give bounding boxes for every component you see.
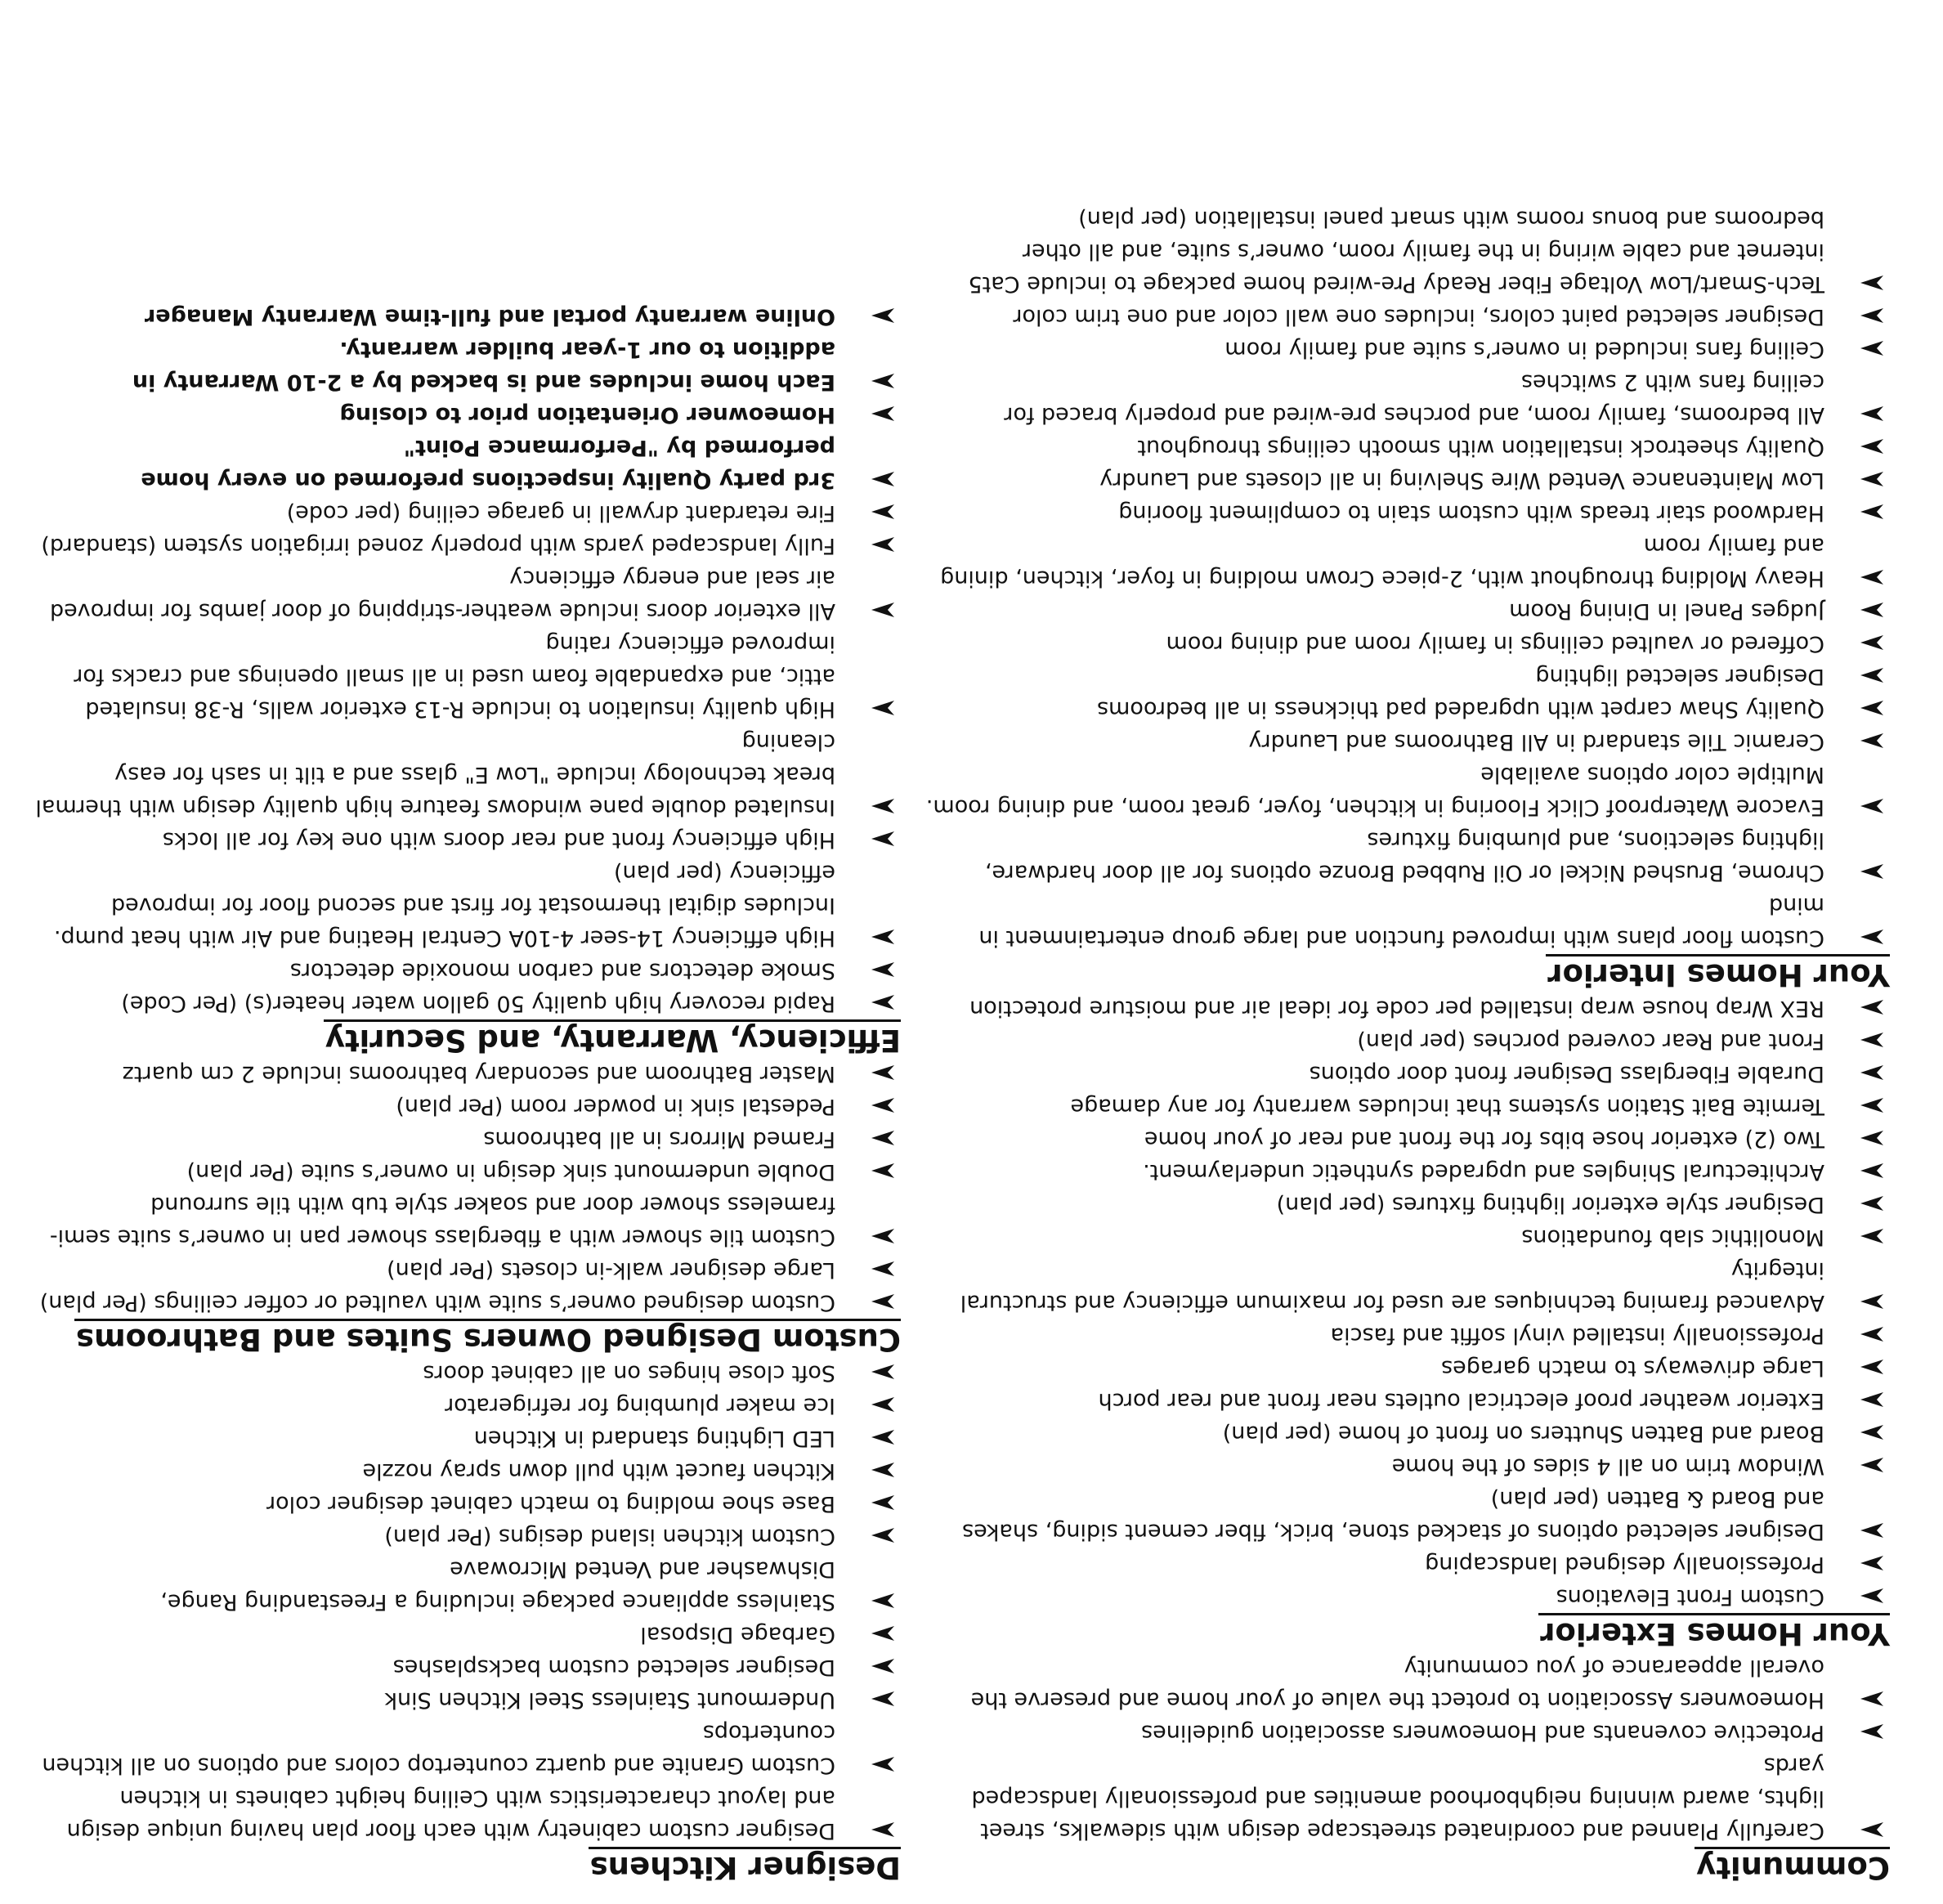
item-text: Professionally installed vinyl soffit and fascia xyxy=(1330,1323,1824,1348)
item-text: Custom Granite and quartz countertop colors and options on all kitchen countertops xyxy=(42,1720,835,1778)
arrow-bullet-icon xyxy=(871,1163,894,1178)
section-title: Custom Designed Owners Suites and Bathrooms xyxy=(74,1319,901,1356)
list-item xyxy=(34,1520,901,1552)
arrow-bullet-icon xyxy=(871,701,894,715)
list-item xyxy=(34,300,901,333)
item-text: High quality insulation to include R-13 exterior walls, R-38 insulated attic, and expandable foam used in all small openings and cracks for improved efficiency rating xyxy=(74,631,835,722)
arrow-bullet-icon xyxy=(1860,1822,1883,1837)
arrow-bullet-icon xyxy=(871,1593,894,1608)
list-item xyxy=(34,1253,901,1286)
right-column xyxy=(34,300,901,1884)
section-interior xyxy=(925,202,1890,992)
list-item xyxy=(925,1716,1890,1749)
arrow-bullet-icon xyxy=(871,603,894,617)
arrow-bullet-icon xyxy=(1860,1294,1883,1309)
item-text: Designer selected paint colors, includes one wall color and one trim color xyxy=(1013,304,1824,329)
arrow-bullet-icon xyxy=(871,1757,894,1772)
arrow-bullet-icon xyxy=(1860,1033,1883,1047)
section-efficiency xyxy=(34,300,901,1057)
arrow-bullet-icon xyxy=(871,1364,894,1379)
section-owners-suites xyxy=(34,1057,901,1356)
item-text: Designer selected custom backsplashes xyxy=(392,1655,835,1680)
list-item xyxy=(925,1057,1890,1090)
item-text: Advanced framing techniques are used for maximum efficiency and structural integrity xyxy=(960,1257,1824,1315)
list-item xyxy=(34,1122,901,1155)
item-text: Fully landscaped yards with properly zoned irrigation system (standard) xyxy=(41,533,835,558)
item-text: Fire retardant drywall in garage ceiling (per code) xyxy=(286,500,835,526)
left-column xyxy=(925,202,1890,1884)
list-item xyxy=(34,1286,901,1319)
item-text: Tech-Smart/Low Voltage Fiber Ready Pre-wired home package to include Cat5 internet and cable wiring in the family room, owner’s suite, and all other bedrooms and bonus rooms with smart panel installation (per plan) xyxy=(968,206,1824,297)
list-item xyxy=(925,202,1890,300)
list-item xyxy=(34,954,901,987)
item-text: Stainless appliance package including a Freestanding Range, Dishwasher and Vented Microwave xyxy=(160,1557,835,1615)
list-item xyxy=(34,562,901,627)
bullet-list xyxy=(34,300,901,1019)
item-text: Two (2) exterior hose bibs for the front and rear of your home xyxy=(1144,1127,1824,1152)
item-text: High efficiency 14-seer 4-10A Central Heating and Air with heat pump. Includes digital thermostat for first and second floor for improved efficiency (per plan) xyxy=(53,860,835,951)
item-text: Custom tile shower with a fiberglass shower pan in owner’s suite semi-frameless shower door and soaker style tub with tile surround xyxy=(49,1192,835,1250)
arrow-bullet-icon xyxy=(1860,1163,1883,1178)
list-item xyxy=(34,1389,901,1422)
list-item xyxy=(34,725,901,823)
item-text: Homeowners Association to protect the value of your home and preserve the overall appearance of you community xyxy=(970,1655,1824,1713)
list-item xyxy=(34,496,901,529)
list-item xyxy=(34,627,901,725)
list-item xyxy=(925,1188,1890,1221)
arrow-bullet-icon xyxy=(1860,603,1883,617)
item-text: All bedrooms, family room, and porches pre-wired and properly braced for ceiling fans with 2 switches xyxy=(1004,370,1824,428)
list-item xyxy=(34,1716,901,1781)
item-text: Insulated double pane windows feature high quality design with thermal break technology include "Low E" glass and a tilt in sash for easy cleaning xyxy=(35,729,835,820)
list-item xyxy=(34,823,901,856)
item-text: Evacore Waterproof Click Flooring in kitchen, foyer, great room, and dining room. Multiple color options available xyxy=(925,762,1824,820)
arrow-bullet-icon xyxy=(1860,341,1883,356)
item-text: Chrome, Brushed Nickel or Oil Rubbed Bronze options for all door hardware, lighting selections, and plumbing fixtures xyxy=(984,827,1824,885)
list-item xyxy=(925,889,1890,954)
arrow-bullet-icon xyxy=(871,962,894,977)
item-text: Exterior weather proof electrical outlets near front and rear porch xyxy=(1098,1388,1824,1413)
list-item xyxy=(34,398,901,431)
list-item xyxy=(925,300,1890,333)
item-text: Ceiling fans included in owner’s suite and family room xyxy=(1224,337,1824,362)
item-text: Carefully Planned and coordinated streetscape design with sidewalks, street lights, award winning neighborhood amenities and professionally landscaped yards xyxy=(971,1753,1824,1844)
list-item xyxy=(34,987,901,1019)
item-text: Quality sheetrock installation with smooth ceilings throughout xyxy=(1137,435,1824,460)
item-text: Large designer walk-in closets (Per plan) xyxy=(387,1257,835,1283)
arrow-bullet-icon xyxy=(871,472,894,486)
item-text: Framed Mirrors in all bathrooms xyxy=(483,1127,835,1152)
arrow-bullet-icon xyxy=(1860,1691,1883,1706)
list-item xyxy=(925,431,1890,464)
arrow-bullet-icon xyxy=(871,1065,894,1080)
item-text: REX Wrap house wrap installed per code for ideal air and moisture protection xyxy=(969,996,1824,1021)
arrow-bullet-icon xyxy=(871,1131,894,1145)
item-text: Each home includes and is backed by a 2-10 Warranty in addition to our 1-year builder warranty. xyxy=(132,337,835,395)
list-item xyxy=(925,992,1890,1024)
arrow-bullet-icon xyxy=(871,1294,894,1309)
list-item xyxy=(34,856,901,954)
item-text: Designer custom cabinetry with each floor plan having unique design and layout characteristics with Ceiling height cabinets in kitchen xyxy=(66,1785,835,1844)
item-text: Custom designed owner’s suite with vaulted or coffer ceilings (Per plan) xyxy=(39,1290,835,1315)
arrow-bullet-icon xyxy=(1860,668,1883,683)
arrow-bullet-icon xyxy=(1860,504,1883,519)
arrow-bullet-icon xyxy=(1860,1523,1883,1538)
item-text: Architectural Shingles and upgraded synthetic underlayment. xyxy=(1143,1159,1824,1185)
list-item xyxy=(34,1454,901,1487)
item-text: Ceramic Tile standard in All Bathrooms and Laundry xyxy=(1248,729,1824,755)
section-title: Community xyxy=(1695,1847,1890,1884)
bullet-list xyxy=(34,1057,901,1319)
item-text: Ice maker plumbing for refrigerator xyxy=(445,1393,835,1418)
list-item xyxy=(925,627,1890,660)
arrow-bullet-icon xyxy=(1860,1098,1883,1113)
list-item xyxy=(34,1487,901,1520)
section-title: Your Homes Interior xyxy=(1546,954,1890,992)
item-text: Durable Fiberglass Designer front door options xyxy=(1309,1061,1824,1086)
list-item xyxy=(925,1749,1890,1847)
list-item xyxy=(925,333,1890,365)
list-item xyxy=(925,1122,1890,1155)
arrow-bullet-icon xyxy=(871,1626,894,1641)
bullet-list xyxy=(34,1356,901,1847)
arrow-bullet-icon xyxy=(1860,570,1883,585)
item-text: Designer style exterior lighting fixtures (per plan) xyxy=(1276,1192,1824,1217)
list-item xyxy=(925,725,1890,758)
item-text: Master Bathroom and secondary bathrooms include 2 cm quartz xyxy=(122,1061,835,1086)
item-text: 3rd party Quality inspections preformed on every home performed by "Performance Point" xyxy=(141,435,835,493)
arrow-bullet-icon xyxy=(1860,635,1883,650)
arrow-bullet-icon xyxy=(1860,1392,1883,1407)
item-text: Judges Panel in Dining Room xyxy=(1509,598,1824,624)
list-item xyxy=(925,692,1890,725)
item-text: Undermount Stainless Steel Kitchen Sink xyxy=(384,1687,835,1713)
item-text: Base shoe molding to match cabinet designer color xyxy=(266,1491,835,1516)
list-item xyxy=(34,1618,901,1651)
arrow-bullet-icon xyxy=(871,1463,894,1477)
list-item xyxy=(925,365,1890,431)
list-item xyxy=(925,594,1890,627)
item-text: Designer selected lighting xyxy=(1535,664,1824,689)
list-item xyxy=(925,1090,1890,1122)
list-item xyxy=(925,1417,1890,1449)
list-item xyxy=(34,1057,901,1090)
arrow-bullet-icon xyxy=(1860,1458,1883,1472)
list-item xyxy=(925,660,1890,692)
section-title: Efficiency, Warranty, and Security xyxy=(324,1019,901,1057)
item-text: Kitchen faucet with pull down spray nozzle xyxy=(362,1458,835,1484)
arrow-bullet-icon xyxy=(871,1397,894,1412)
arrow-bullet-icon xyxy=(871,406,894,421)
list-item xyxy=(925,1024,1890,1057)
arrow-bullet-icon xyxy=(1860,308,1883,323)
list-item xyxy=(925,464,1890,496)
arrow-bullet-icon xyxy=(1860,1425,1883,1440)
list-item xyxy=(925,1449,1890,1482)
list-item xyxy=(34,333,901,398)
arrow-bullet-icon xyxy=(1860,864,1883,879)
arrow-bullet-icon xyxy=(871,1691,894,1706)
item-text: Smoke detectors and carbon monoxide detectors xyxy=(289,958,835,983)
item-text: Garbage Disposal xyxy=(640,1622,835,1647)
arrow-bullet-icon xyxy=(871,831,894,846)
item-text: Homeowner Orientation prior to closing xyxy=(339,402,835,428)
list-item xyxy=(34,1422,901,1454)
list-item xyxy=(925,1580,1890,1613)
list-item xyxy=(34,1155,901,1188)
arrow-bullet-icon xyxy=(1860,1229,1883,1243)
item-text: Online warranty portal and full-time Warranty Manager xyxy=(144,304,835,329)
arrow-bullet-icon xyxy=(1860,1360,1883,1374)
item-text: Pedestal sink in powder room (Per plan) xyxy=(396,1094,835,1119)
arrow-bullet-icon xyxy=(871,1495,894,1510)
bullet-list xyxy=(925,992,1890,1613)
list-item xyxy=(34,529,901,562)
item-text: Termite Bait Station systems that includes warranty for any damage xyxy=(1070,1094,1824,1119)
item-text: Coffered or vaulted ceilings in family room and dining room xyxy=(1166,631,1824,656)
section-title: Designer Kitchens xyxy=(589,1847,901,1884)
list-item xyxy=(925,1155,1890,1188)
item-text: Monolithic slab foundations xyxy=(1521,1225,1824,1250)
arrow-bullet-icon xyxy=(871,930,894,944)
list-item xyxy=(925,823,1890,889)
item-text: Hardwood stair treads with custom stain to compliment flooring xyxy=(1118,500,1824,526)
item-text: Rapid recovery high quality 50 gallon water heater(s) (Per Code) xyxy=(121,991,835,1016)
arrow-bullet-icon xyxy=(871,504,894,519)
arrow-bullet-icon xyxy=(1860,930,1883,944)
arrow-bullet-icon xyxy=(1860,439,1883,454)
section-community xyxy=(925,1651,1890,1884)
arrow-bullet-icon xyxy=(1860,1556,1883,1570)
bullet-list xyxy=(925,1651,1890,1847)
arrow-bullet-icon xyxy=(1860,1724,1883,1739)
list-item xyxy=(925,1221,1890,1253)
arrow-bullet-icon xyxy=(871,1430,894,1445)
list-item xyxy=(34,1781,901,1847)
arrow-bullet-icon xyxy=(871,374,894,388)
list-item xyxy=(925,1319,1890,1351)
list-item xyxy=(925,1548,1890,1580)
item-text: Window trim on all 4 sides of the home xyxy=(1391,1454,1824,1479)
list-item xyxy=(925,1651,1890,1716)
item-text: Protective covenants and Homeowners association guidelines xyxy=(1141,1720,1824,1745)
list-item xyxy=(34,1552,901,1618)
item-text: Custom Front Elevations xyxy=(1556,1584,1824,1610)
item-text: Professionally designed landscaping xyxy=(1425,1552,1824,1577)
list-item xyxy=(925,1253,1890,1319)
list-item xyxy=(925,1482,1890,1548)
item-text: Quality Shaw carpet with upgraded pad thickness in all bedrooms xyxy=(1097,697,1824,722)
item-text: Board and Batten Shutters on front of home (per plan) xyxy=(1222,1421,1824,1446)
item-text: Custom kitchen island designs (Per plan) xyxy=(384,1524,835,1549)
list-item xyxy=(34,1188,901,1253)
list-item xyxy=(925,529,1890,594)
arrow-bullet-icon xyxy=(1860,276,1883,290)
item-text: LED Lighting standard in Kitchen xyxy=(473,1426,835,1451)
section-kitchens xyxy=(34,1356,901,1884)
arrow-bullet-icon xyxy=(871,1229,894,1243)
arrow-bullet-icon xyxy=(1860,1327,1883,1342)
arrow-bullet-icon xyxy=(1860,1588,1883,1603)
list-item xyxy=(925,496,1890,529)
arrow-bullet-icon xyxy=(1860,1131,1883,1145)
item-text: Low Maintenance Vented Wire Shelving in all closets and Laundry xyxy=(1099,468,1824,493)
section-exterior xyxy=(925,992,1890,1651)
arrow-bullet-icon xyxy=(1860,1065,1883,1080)
arrow-bullet-icon xyxy=(871,1528,894,1543)
arrow-bullet-icon xyxy=(1860,733,1883,748)
arrow-bullet-icon xyxy=(871,1659,894,1673)
arrow-bullet-icon xyxy=(871,1261,894,1276)
item-text: Large driveways to match garages xyxy=(1441,1355,1824,1381)
arrow-bullet-icon xyxy=(1860,406,1883,421)
list-item xyxy=(34,1651,901,1683)
arrow-bullet-icon xyxy=(871,308,894,323)
list-item xyxy=(34,1090,901,1122)
arrow-bullet-icon xyxy=(871,537,894,552)
item-text: Heavy Molding throughout with, 2-piece Crown molding in foyer, kitchen, dining and family room xyxy=(940,533,1824,591)
item-text: Designer selected options of stacked stone, brick, fiber cement siding, shakes and Board & Batten (per plan) xyxy=(962,1486,1824,1544)
list-item xyxy=(925,1384,1890,1417)
arrow-bullet-icon xyxy=(1860,701,1883,715)
list-item xyxy=(34,1356,901,1389)
section-title: Your Homes Exterior xyxy=(1538,1613,1890,1651)
item-text: High efficiency front and rear doors with one key for all locks xyxy=(162,827,835,853)
arrow-bullet-icon xyxy=(1860,472,1883,486)
arrow-bullet-icon xyxy=(871,1098,894,1113)
list-item xyxy=(34,431,901,496)
arrow-bullet-icon xyxy=(1860,1000,1883,1015)
list-item xyxy=(925,758,1890,823)
arrow-bullet-icon xyxy=(1860,799,1883,813)
item-text: Custom floor plans with improved function and large group entertainment in mind xyxy=(978,893,1824,951)
list-item xyxy=(925,1351,1890,1384)
arrow-bullet-icon xyxy=(871,995,894,1010)
arrow-bullet-icon xyxy=(871,1822,894,1837)
bullet-list xyxy=(925,202,1890,954)
item-text: All exterior doors include weather-stripping of door jambs for improved air seal and energy efficiency xyxy=(49,566,835,624)
item-text: Soft close hinges on all cabinet doors xyxy=(423,1360,835,1386)
list-item xyxy=(34,1683,901,1716)
arrow-bullet-icon xyxy=(871,799,894,813)
item-text: Double undermount sink design in owner’s suite (Per plan) xyxy=(186,1159,835,1185)
arrow-bullet-icon xyxy=(1860,1196,1883,1211)
item-text: Front and Rear covered porches (per plan) xyxy=(1357,1028,1824,1054)
